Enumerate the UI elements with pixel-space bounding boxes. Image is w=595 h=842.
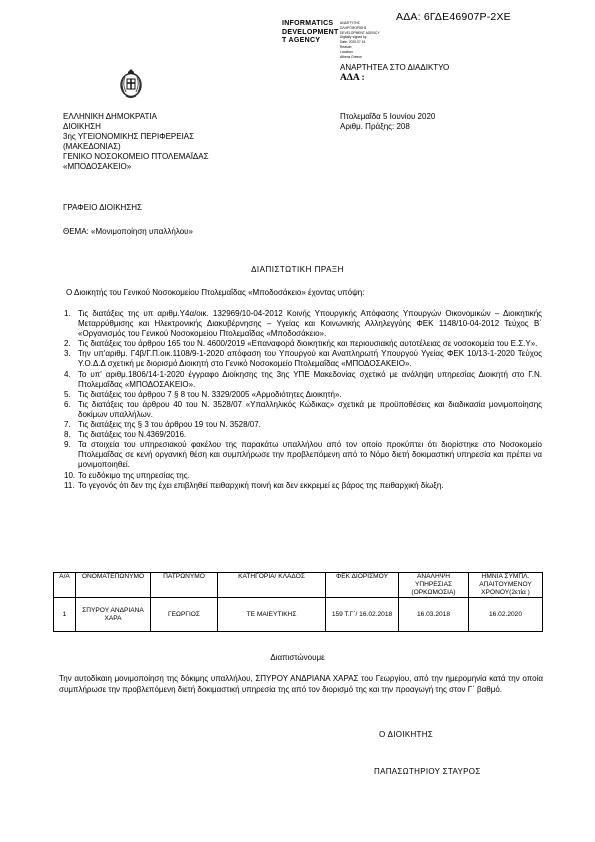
finding-heading: Διαπιστώνουμε [270,653,325,662]
header-line: ΔΙΟΙΚΗΣΗ [63,122,101,131]
date-block [340,112,435,132]
agency-logo-line: INFORMATICS [282,20,334,27]
agency-logo-line: DEVELOPMENT [282,28,339,36]
column-header: ΗΜΝΙΑ ΣΥΜΠΛ. ΑΠΑΙΤΟΥΜΕΝΟΥ ΧΡΟΝΟΥ(2ετία ) [469,573,543,598]
document-title: ΔΙΑΠΙΣΤΩΤΙΚΗ ΠΡΑΞΗ [251,265,344,274]
agency-logo [282,20,392,60]
decision-text: Την αυτοδίκαιη μονιμοποίηση της δόκιμης υπαλλήλου, ΣΠΥΡΟΥ ΑΝΔΡΙΑΝΑ ΧΑΡΑΣ του Γεωργίου, από την ημερομηνία κατά την οποία συμπλήρωσε την προβλεπόμενη διετή δοκιμαστική υπηρεσία της από τον διορισμό της και την προαγωγή της στον Γ΄ βαθμό. [59,674,543,695]
ada-code: ΑΔΑ: 6ΓΔΕ46907Ρ-2ΧΕ [396,11,511,23]
subject-line: ΘΕΜΑ: «Μονιμοποίηση υπαλλήλου» [63,227,193,236]
table-header-row [54,573,543,598]
column-header: ΦΕΚ ΔΙΟΡΙΣΜΟΥ [326,573,399,598]
header-line: «ΜΠΟΔΟΣΑΚΕΙΟ» [63,162,132,171]
digital-signature-text: ΑΝΑΠΤΥΞΗΣ ΠΛΗΡΟΦΟΡΙΚΗΣ DEVELOPMENT AGENCY Digitally signed by Date: 2020.07.15 Reason: Location: Athens Greece [340,21,380,59]
table-cell: 16.02.2020 [469,598,543,632]
header-line: 3ης ΥΓΕΙΟΝΟΜΙΚΗΣ ΠΕΡΙΦΕΡΕΙΑΣ [63,132,195,141]
table-row [54,598,543,632]
list-item: 7. Τις διατάξεις της § 3 του άρθρου 19 του Ν. 3528/07. [64,420,261,430]
considerations-list [64,309,542,491]
list-item: 5. Τις διατάξεις του άρθρου 7 § 8 του Ν. 3329/2005 «Αρμοδιότητες Διοικητή». [64,389,342,399]
ada-label: ΑΔΑ : [340,73,365,83]
posting-notice [340,63,449,83]
post-online-label: ΑΝΑΡΤΗΤΕΑ ΣΤΟ ΔΙΑΔΙΚΤΥΟ [340,63,450,72]
act-number: Αριθμ. Πράξης: 208 [340,122,410,131]
employee-table [53,572,543,632]
issuer-header [63,112,209,172]
table-cell: 16.03.2018 [399,598,469,632]
column-header: ΑΝΑΛΗΨΗ ΥΠΗΡΕΣΙΑΣ (ΟΡΚΩΜΟΣΙΑ) [399,573,469,598]
list-item: 8. Τις διατάξεις του Ν.4369/2016. [64,430,187,440]
table-cell: 1 [54,598,76,632]
header-line: ΓΕΝΙΚΟ ΝΟΣΟΚΟΜΕΙΟ ΠΤΟΛΕΜΑΪΔΑΣ [63,152,209,161]
signer-title: Ο ΔΙΟΙΚΗΤΗΣ [379,730,434,739]
header-line: (ΜΑΚΕΔΟΝΙΑΣ) [63,142,121,151]
document-date: Πτολεμαΐδα 5 Ιουνίου 2020 [340,112,436,121]
column-header: ΠΑΤΡΩΝΥΜΟ [151,573,218,598]
list-item: 11. Το γεγονός ότι δεν της έχει επιβληθεί πειθαρχική ποινή και δεν εκκρεμεί ες βάρος της πειθαρχική δίωξη. [64,480,444,490]
column-header: Α/Α [54,573,76,598]
column-header: ΚΑΤΗΓΟΡΙΑ/ ΚΛΑΔΟΣ [218,573,326,598]
office-label: ΓΡΑΦΕΙΟ ΔΙΟΙΚΗΣΗΣ [63,203,142,212]
list-item: 3. Την υπ'αριθμ. Γ4β/Γ.Π.οικ.1108/9-1-2020 απόφαση του Υπουργού και Αναπληρωτή Υπουργού Υγείας ΦΕΚ 10/13-1-2020 Τεύχος Υ.Ο.Δ.Δ σχετική με διορισμό Διοικητή στο Γενικό Νοσοκομείο Πτολεμαΐδας «ΜΠΟΔΟΣΑΚΕΙΟ». [64,349,542,369]
table-cell: 159 Τ.Γ΄/ 16.02.2018 [326,598,399,632]
agency-logo-line: T AGENCY [282,37,321,44]
table-cell: ΣΠΥΡΟΥ ΑΝΔΡΙΑΝΑ ΧΑΡΑ [76,598,151,632]
list-item: 6. Τις διατάξεις του άρθρου 40 του Ν. 3528/07 «Υπαλληλικός Κώδικας» σχετικά με προϋποθέσεις και διαδικασία μονιμοποίησης δοκίμων υπαλλήλων. [64,399,542,419]
greek-emblem-icon [116,68,146,100]
signer-name: ΠΑΠΑΣΩΤΗΡΙΟΥ ΣΤΑΥΡΟΣ [374,767,481,776]
table-cell: ΤΕ ΜΑΙΕΥΤΙΚΗΣ [218,598,326,632]
column-header: ΟΝΟΜΑΤΕΠΩΝΥΜΟ [76,573,151,598]
list-item: 9. Τα στοιχεία του υπηρεσιακού φακέλου της παρακάτω υπαλλήλου από τον οποίο προκύπτει ότι διορίστηκε στο Νοσοκομείο Πτολεμαΐδας σε κενή οργανική θέση και συμπλήρωσε την προβλεπόμενη από το Νόμο διετή δοκιμαστική υπηρεσία και πρέπει να μονιμοποιηθεί. [64,440,542,470]
list-item: 1. Τις διατάξεις της υπ αριθμ.Υ4α/οικ. 132969/10-04-2012 Κοινής Υπουργικής Απόφασης Υπουργών Οικονομικών – Διοικητικής Μεταρρύθμισης και Ηλεκτρονικής Διακυβέρνησης – Υγείας και Κοινωνικής Αλληλεγγύης ΦΕΚ 1148/10-04-2012 Τεύχος Β΄ «Οργανισμός του Γενικού Νοσοκομείου Πτολεμαΐδας «Μποδοσάκειο». [64,309,542,339]
list-item: 4. Το υπ' αριθμ.1806/14-1-2020 έγγραφο Διοίκησης της 3ης ΥΠΕ Μακεδονίας σχετικό με ανάληψη υπηρεσίας Διοικητή στο Γ.Ν. Πτολεμαΐδας «ΜΠΟΔΟΣΑΚΕΙΟ». [64,369,542,389]
list-item: 10. Το ευδόκιμο της υπηρεσίας της. [64,470,190,480]
header-line: ΕΛΛΗΝΙΚΗ ΔΗΜΟΚΡΑΤΙΑ [63,112,157,121]
list-item: 2. Τις διατάξεις του άρθρου 165 του Ν. 4600/2019 «Επαναφορά διοικητικής και περιουσιακής αυτοτέλειας σε νοσοκομεία του Ε.Σ.Υ». [64,339,538,349]
intro-text: Ο Διοικητής του Γενικού Νοσοκομείου Πτολεμαΐδας «Μποδοσάκειο» έχοντας υπόψη: [66,288,365,297]
table-cell: ΓΕΩΡΓΙΟΣ [151,598,218,632]
